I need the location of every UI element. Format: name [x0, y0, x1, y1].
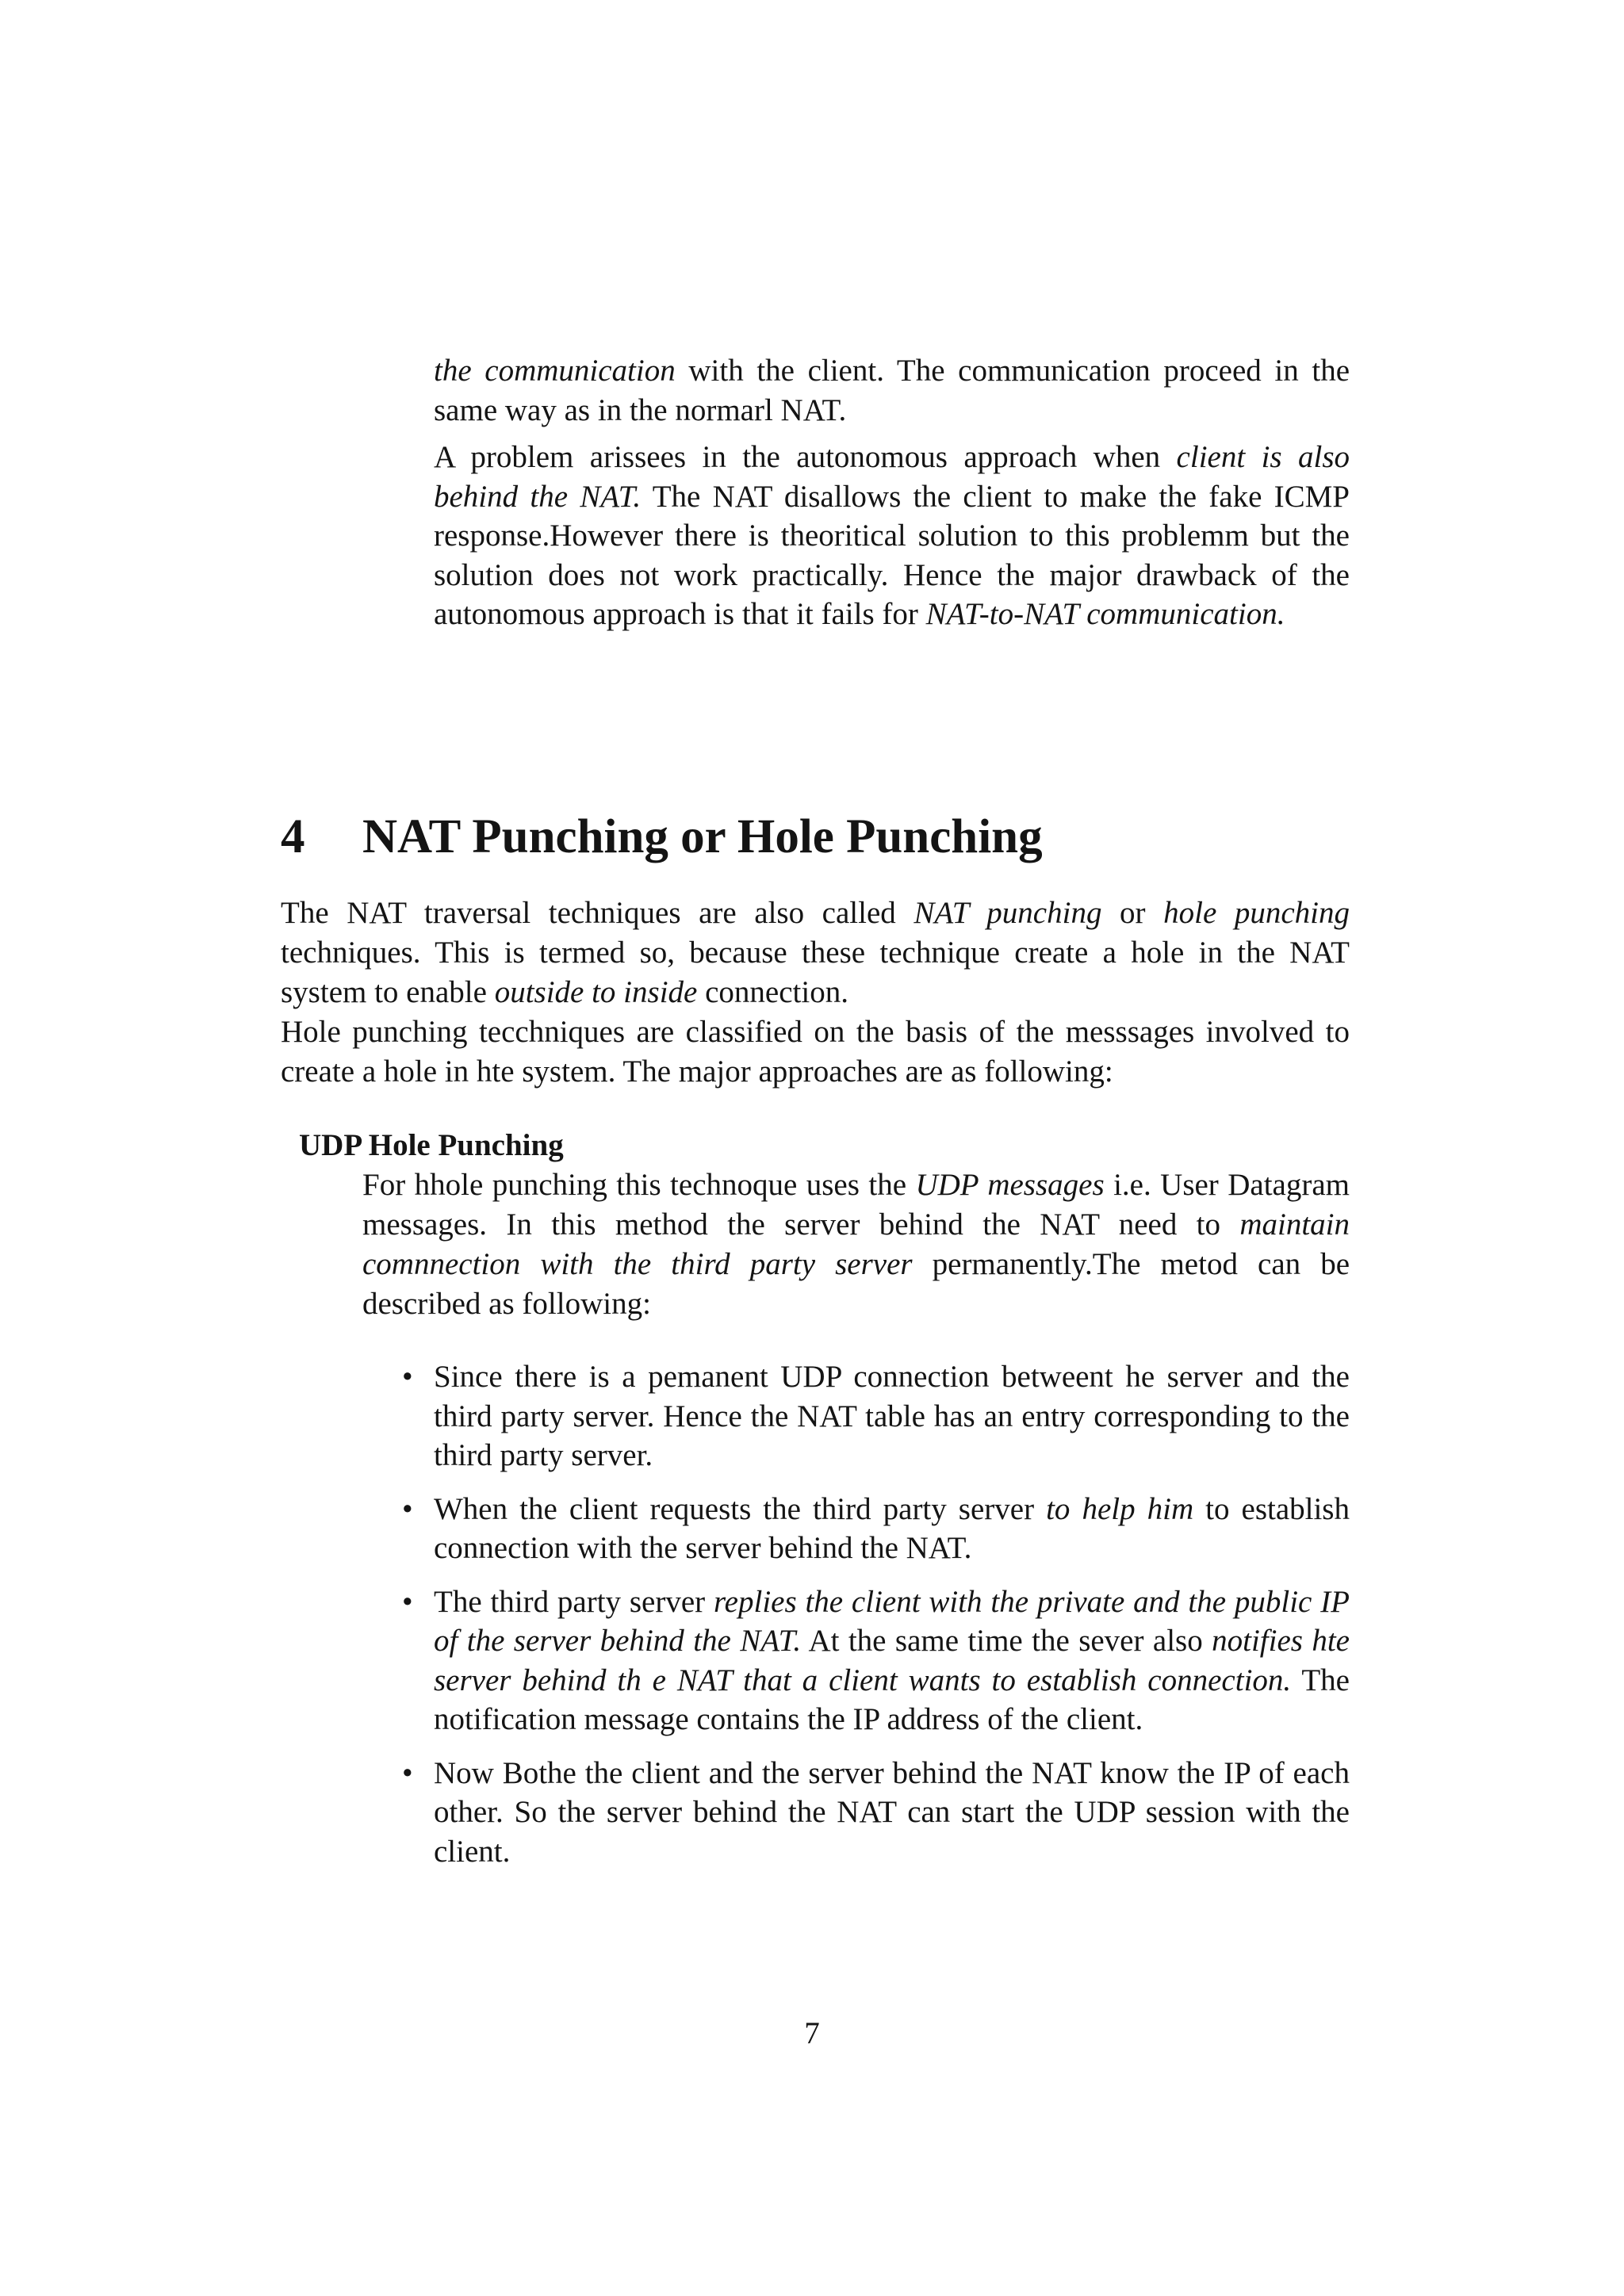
emphasis: to help him: [1046, 1491, 1194, 1526]
list-item-text: [434, 1490, 1350, 1568]
list-item: [389, 1357, 1350, 1475]
text-run: permanently.The metod can be described as following:: [362, 1247, 1350, 1321]
list-item-text: [434, 1754, 1350, 1872]
text-run: A problem arissees in the autonomous approach when: [434, 440, 1177, 474]
bullet-icon: •: [402, 1360, 413, 1394]
emphasis: the communication: [434, 354, 676, 388]
list-item: [389, 1754, 1350, 1872]
text-run: When the client requests the third party server: [434, 1491, 1047, 1526]
description-body: [362, 1165, 1350, 1324]
continuation-paragraph-2: [434, 438, 1350, 634]
text-run: The NAT traversal techniques are also called: [281, 896, 914, 930]
section-title: NAT Punching or Hole Punching: [362, 810, 1043, 863]
text-run: techniques. This is termed so, because these technique create a hole in the NAT system to enable: [281, 936, 1350, 1009]
bullet-list: [389, 1357, 1350, 1885]
list-item: [389, 1490, 1350, 1568]
emphasis: client is also behind the NAT.: [434, 440, 1350, 514]
description-term: UDP Hole Punching: [299, 1128, 564, 1162]
emphasis: hole punching: [1163, 896, 1350, 930]
text-run: The third party server: [434, 1584, 714, 1619]
bullet-icon: •: [402, 1755, 413, 1790]
bullet-icon: •: [402, 1584, 413, 1619]
section-body: [281, 894, 1350, 1092]
text-run: At the same time the sever also: [801, 1624, 1212, 1658]
udp-paragraph: [362, 1165, 1350, 1324]
section-heading: [281, 806, 1391, 869]
emphasis: NAT-to-NAT communication.: [925, 597, 1285, 631]
text-run: The NAT disallows the client to make the fake ICMP response.However there is theoritical solution to this problemm but the solution does not work practically. Hence the major drawback of the autonomous approach is that it fails for: [434, 479, 1350, 631]
bullet-icon: •: [402, 1491, 413, 1526]
continuation-paragraph-1: [434, 351, 1350, 430]
text-run: For hhole punching this technoque uses the: [362, 1168, 916, 1202]
emphasis: maintain comnnection with the third party server: [362, 1207, 1350, 1281]
section-number: 4: [281, 810, 305, 863]
page-number: 7: [804, 2016, 820, 2050]
section-paragraph-2: Hole punching tecchniques are classified on the basis of the messsages involved to create a hole in hte system. The major approaches are as following:: [281, 1015, 1350, 1089]
emphasis: NAT punching: [914, 896, 1102, 930]
text-run: i.e. User Datagram messages. In this method the server behind the NAT need to: [362, 1168, 1350, 1242]
text-run: to establish connection with the server behind the NAT.: [434, 1491, 1350, 1565]
section-paragraph-1: [281, 894, 1350, 1012]
list-item-text: [434, 1357, 1350, 1475]
text-run: Since there is a pemanent UDP connection betweent he server and the third party server. Hence the NAT table has an entry corresponding to the third party server.: [434, 1360, 1350, 1472]
emphasis: notifies hte server behind th e NAT that a client wants to establish connection.: [434, 1624, 1350, 1697]
text-run: Now Bothe the client and the server behind the NAT know the IP of each other. So the server behind the NAT can start the UDP session with the client.: [434, 1755, 1350, 1869]
text-run: with the client. The communication proceed in the same way as in the normarl NAT.: [434, 354, 1350, 427]
text-run: connection.: [697, 975, 848, 1009]
emphasis: replies the client with the private and the public IP of the server behind the NAT.: [434, 1584, 1350, 1658]
list-item: [389, 1582, 1350, 1739]
emphasis: UDP messages: [915, 1168, 1105, 1202]
continuation-block: [434, 351, 1350, 634]
text-run: or: [1101, 896, 1164, 930]
emphasis: outside to inside: [494, 975, 698, 1009]
text-run: The notification message contains the IP address of the client.: [434, 1663, 1350, 1736]
list-item-text: [434, 1582, 1350, 1739]
